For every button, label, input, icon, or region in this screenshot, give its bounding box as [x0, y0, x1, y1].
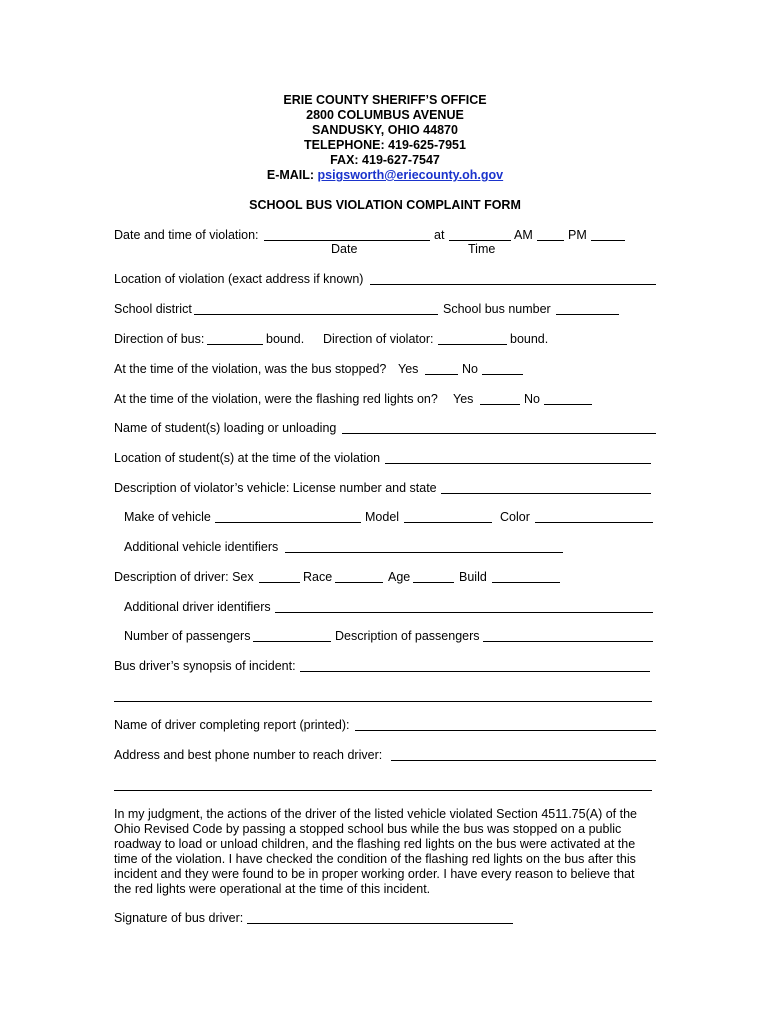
office-name: ERIE COUNTY SHERIFF’S OFFICE	[283, 93, 487, 107]
form-title: SCHOOL BUS VIOLATION COMPLAINT FORM	[249, 198, 521, 212]
row-make-model	[124, 510, 658, 526]
row-synopsis-continued	[114, 689, 658, 705]
model-label: Model	[365, 510, 400, 524]
vehicle-identifiers-field[interactable]	[285, 552, 563, 553]
passengers-desc-field[interactable]	[483, 641, 653, 642]
violator-direction-field[interactable]	[438, 344, 507, 345]
students-location-field[interactable]	[385, 463, 651, 464]
no-label-1: No	[462, 362, 478, 376]
no-label-2: No	[524, 392, 540, 406]
synopsis-label: Bus driver’s synopsis of incident:	[114, 659, 296, 673]
make-field[interactable]	[215, 522, 361, 523]
location-label: Location of violation (exact address if known)	[114, 272, 364, 286]
row-synopsis	[114, 659, 658, 675]
bound-label-2: bound.	[510, 332, 549, 346]
pm-field[interactable]	[591, 240, 625, 241]
color-field[interactable]	[535, 522, 653, 523]
signature-label: Signature of bus driver:	[114, 911, 244, 925]
row-location	[114, 272, 658, 288]
row-driver-name	[114, 718, 658, 734]
row-driver-identifiers	[124, 600, 658, 616]
license-field[interactable]	[441, 493, 651, 494]
row-driver-address-continued	[114, 778, 658, 794]
time-sublabel: Time	[468, 242, 496, 256]
driver-identifiers-field[interactable]	[275, 612, 653, 613]
row-date-time	[114, 228, 658, 244]
age-field[interactable]	[413, 582, 454, 583]
office-street: 2800 COLUMBUS AVENUE	[306, 108, 464, 122]
driver-name-field[interactable]	[355, 730, 656, 731]
office-email-line	[0, 168, 770, 183]
date-time-label: Date and time of violation:	[114, 228, 259, 242]
pm-label: PM	[568, 228, 587, 242]
email-label: E-MAIL:	[266, 168, 318, 182]
race-label: Race	[303, 570, 333, 584]
build-label: Build	[459, 570, 487, 584]
students-name-label: Name of student(s) loading or unloading	[114, 421, 337, 435]
location-field[interactable]	[370, 284, 656, 285]
bus-stopped-label: At the time of the violation, was the bus stopped?	[114, 362, 387, 376]
row-vehicle-desc	[114, 481, 658, 497]
row-driver-desc	[114, 570, 658, 586]
synopsis-field-2[interactable]	[114, 701, 652, 702]
row-driver-address	[114, 748, 658, 764]
row-students-location	[114, 451, 658, 467]
date-field[interactable]	[264, 240, 430, 241]
row-school-district	[114, 302, 658, 318]
office-fax: FAX: 419-627-7547	[330, 153, 440, 167]
bus-direction-label: Direction of bus:	[114, 332, 205, 346]
synopsis-field-1[interactable]	[300, 671, 650, 672]
age-label: Age	[388, 570, 411, 584]
passengers-number-field[interactable]	[253, 641, 331, 642]
bus-number-field[interactable]	[556, 314, 619, 315]
row-passengers	[124, 629, 658, 645]
time-field[interactable]	[449, 240, 511, 241]
email-link[interactable]: psigsworth@eriecounty.oh.gov	[317, 168, 504, 182]
lights-on-label: At the time of the violation, were the flashing red lights on?	[114, 392, 438, 406]
bus-number-label: School bus number	[443, 302, 551, 316]
office-telephone: TELEPHONE: 419-625-7951	[304, 138, 466, 152]
driver-address-field-2[interactable]	[114, 790, 652, 791]
driver-desc-label: Description of driver: Sex	[114, 570, 254, 584]
driver-identifiers-label: Additional driver identifiers	[124, 600, 271, 614]
am-field[interactable]	[537, 240, 564, 241]
make-label: Make of vehicle	[124, 510, 211, 524]
am-label: AM	[514, 228, 533, 242]
school-district-field[interactable]	[194, 314, 438, 315]
bound-label-1: bound.	[266, 332, 305, 346]
color-label: Color	[500, 510, 530, 524]
yes-label-1: Yes	[398, 362, 419, 376]
school-district-label: School district	[114, 302, 192, 316]
row-vehicle-identifiers	[124, 540, 658, 556]
driver-address-field-1[interactable]	[391, 760, 656, 761]
row-lights-on	[114, 392, 658, 408]
students-location-label: Location of student(s) at the time of the violation	[114, 451, 381, 465]
lights-on-no-field[interactable]	[544, 404, 592, 405]
bus-stopped-no-field[interactable]	[482, 374, 523, 375]
row-students-name	[114, 421, 658, 437]
office-header	[0, 93, 770, 183]
build-field[interactable]	[492, 582, 560, 583]
row-bus-stopped	[114, 362, 658, 378]
sex-field[interactable]	[259, 582, 300, 583]
row-direction	[114, 332, 658, 348]
vehicle-identifiers-label: Additional vehicle identifiers	[124, 540, 279, 554]
students-name-field[interactable]	[342, 433, 656, 434]
at-label: at	[434, 228, 445, 242]
date-sublabel: Date	[331, 242, 358, 256]
lights-on-yes-field[interactable]	[480, 404, 520, 405]
driver-address-label: Address and best phone number to reach driver:	[114, 748, 383, 762]
office-city: SANDUSKY, OHIO 44870	[312, 123, 458, 137]
row-signature	[114, 911, 658, 927]
violator-direction-label: Direction of violator:	[323, 332, 434, 346]
passengers-number-label: Number of passengers	[124, 629, 251, 643]
yes-label-2: Yes	[453, 392, 474, 406]
bus-stopped-yes-field[interactable]	[425, 374, 458, 375]
passengers-desc-label: Description of passengers	[335, 629, 480, 643]
statement-paragraph: In my judgment, the actions of the driver of the listed vehicle violated Section 4511.75(A) of the Ohio Revised Code by passing a stopped school bus while the bus was stopped on a public roadway to load or unload children, and the flashing red lights on the bus were activated at the time of the violation. I have checked the condition of the flashing red lights on the bus after this incident and they were found to be in proper working order. I have every reason to believe that the red lights were operational at the time of this incident.	[114, 807, 637, 896]
vehicle-desc-label: Description of violator’s vehicle: License number and state	[114, 481, 437, 495]
signature-field[interactable]	[247, 923, 513, 924]
bus-direction-field[interactable]	[207, 344, 263, 345]
driver-name-label: Name of driver completing report (printed):	[114, 718, 350, 732]
model-field[interactable]	[404, 522, 492, 523]
race-field[interactable]	[335, 582, 383, 583]
